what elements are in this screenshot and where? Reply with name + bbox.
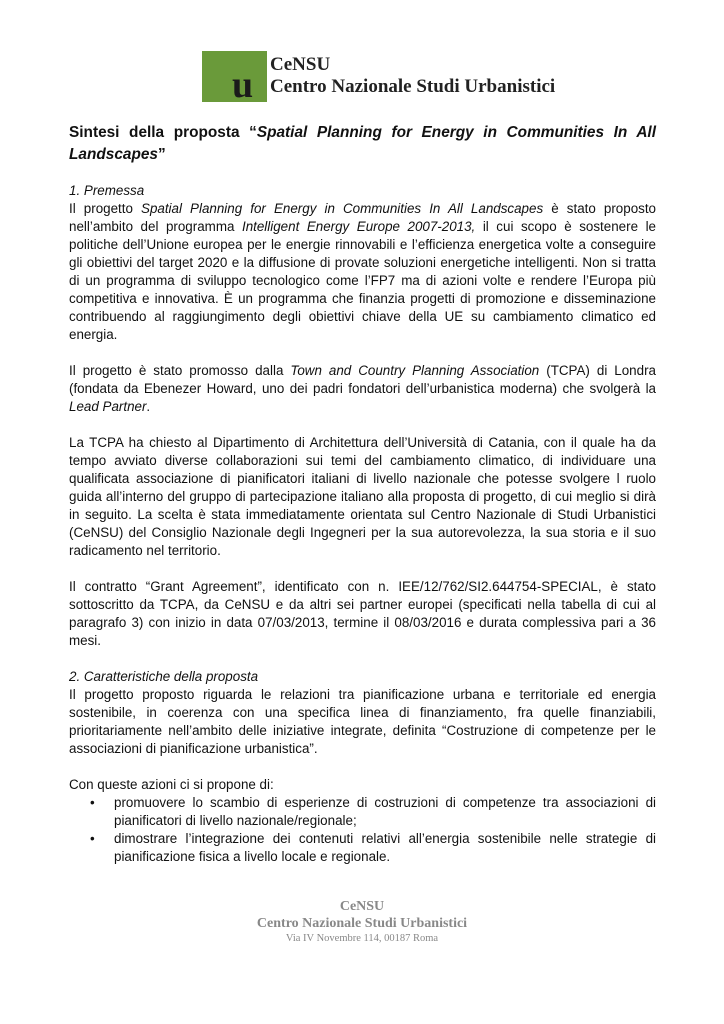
logo-text xyxy=(270,51,555,98)
section-1-paragraph-2: Il progetto è stato promosso dalla Town and Country Planning Association (TCPA) di Londra (fondata da Ebenezer Howard, uno dei padri fondatori dell’urbanistica moderna) che svolgerà la Lead Partner. xyxy=(69,363,656,414)
section-2-intro: Con queste azioni ci si propone di: xyxy=(69,777,274,792)
list-item: • dimostrare l’integrazione dei contenuti relativi all’energia sostenibile nelle strategie di pianificazione fisica a livello locale e regionale. xyxy=(90,831,656,864)
section-1-paragraph-4: Il contratto “Grant Agreement”, identificato con n. IEE/12/762/SI2.644754-SPECIAL, è stato sottoscritto da TCPA, da CeNSU e da altri sei partner europei (specificati nella tabella di cui al paragrafo 3) con inizio in data 07/03/2013, termine il 08/03/2016 e durata complessiva pari a 36 mesi. xyxy=(69,579,656,648)
footer-org-full: Centro Nazionale Studi Urbanistici xyxy=(256,916,468,931)
list-item: • promuovere lo scambio di esperienze di costruzioni di competenze tra associazioni di pianificatori di livello nazionale/regionale; xyxy=(90,795,656,828)
logo-mark xyxy=(202,51,267,106)
header-logo xyxy=(202,51,556,106)
section-2-paragraph-1: Il progetto proposto riguarda le relazioni tra pianificazione urbana e territoriale ed energia sostenibile, in coerenza con una specifica linea di finanziamento, fra quelle finanziabili, prioritariamente nell’ambito delle iniziative integrate, definita “Costruzione di competenze per le associazioni di pianificazione urbanistica”. xyxy=(69,687,656,756)
logo-org-full: Centro Nazionale Studi Urbanistici xyxy=(270,76,556,97)
footer xyxy=(0,898,724,945)
logo-org-short: CeNSU xyxy=(270,54,331,75)
section-2-bullet-list xyxy=(69,794,656,866)
section-1-paragraph-1: Il progetto Spatial Planning for Energy in Communities In All Landscapes è stato proposto nell’ambito del programma Intelligent Energy Europe 2007-2013, il cui scopo è sostenere le politiche dell’Unione europea per le energie rinnovabili e l’efficienza energetica volte a conseguire gli obiettivi del target 2020 e la diffusione di provate soluzioni energetiche intelligenti. Non si tratta di un programma di sviluppo tecnologico come l’FP7 ma di azioni volte e rendere l’Europa più competitiva e innovativa. È un programma che finanzia progetti di promozione e disseminazione contribuendo al raggiungimento degli obiettivi chiave della UE su cambiamento climatico ed energia. xyxy=(69,201,657,342)
document-body xyxy=(69,122,656,866)
document-title xyxy=(69,122,656,166)
bullet-icon: • xyxy=(90,831,95,846)
title-italic: Spatial Planning for Energy in Communities In All Landscapes xyxy=(69,124,656,163)
logo-letter: u xyxy=(232,64,254,106)
section-1-heading: 1. Premessa xyxy=(69,183,145,198)
bullet-icon: • xyxy=(90,795,95,810)
section-1-paragraph-3: La TCPA ha chiesto al Dipartimento di Architettura dell’Università di Catania, con il quale ha da tempo avviato diverse collaborazioni sui temi del cambiamento climatico, di individuare una qualificata associazione di pianificatori italiani di livello nazionale che potesse svolgere l ruolo guida all’interno del gruppo di partecipazione italiano alla proposta di progetto, di cui meglio si dirà in seguito. La scelta è stata immediatamente orientata sul Centro Nazionale di Studi Urbanistici (CeNSU) del Consiglio Nazionale degli Ingegneri per la sua autorevolezza, la sua storia e il suo radicamento nel territorio. xyxy=(69,435,656,558)
title-suffix: ” xyxy=(157,146,166,163)
footer-org-short: CeNSU xyxy=(339,899,385,914)
footer-address: Via IV Novembre 114, 00187 Roma xyxy=(285,933,439,944)
section-2-heading: 2. Caratteristiche della proposta xyxy=(69,669,259,684)
title-prefix: Sintesi della proposta “ xyxy=(69,124,257,141)
